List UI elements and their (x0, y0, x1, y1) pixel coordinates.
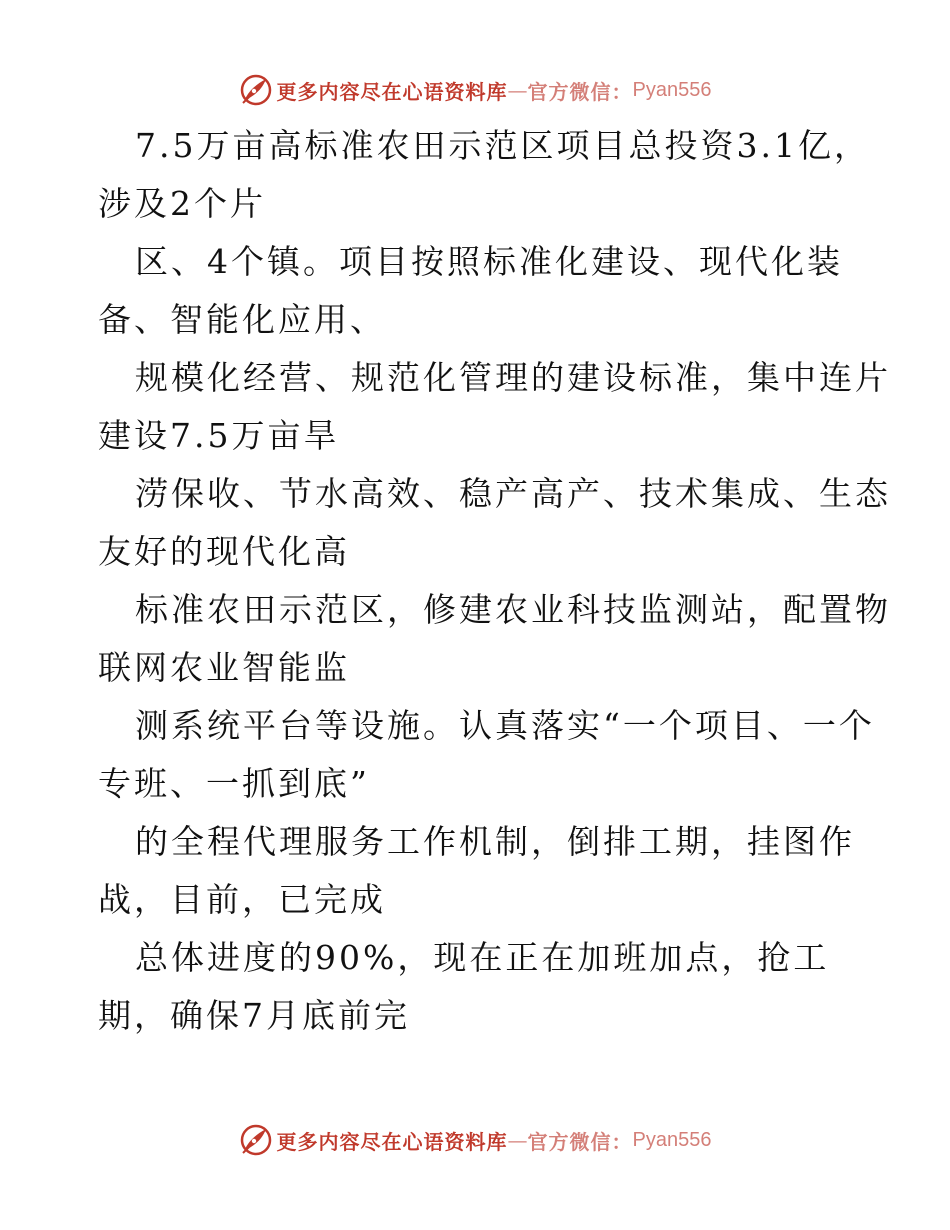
body-line: 专班、一抓到底” (98, 764, 370, 803)
body-line: 联网农业智能监 (98, 648, 350, 687)
body-line: 涉及2个片 (98, 184, 266, 223)
body-line: 期，确保7月底前完 (98, 996, 410, 1035)
document-body (98, 117, 891, 1045)
pen-nib-logo-icon (239, 1123, 273, 1157)
header-watermark-banner (0, 70, 950, 110)
footer-watermark-banner (0, 1120, 950, 1160)
body-line: 涝保收、节水高效、稳产高产、技术集成、生态 (135, 474, 891, 513)
body-line: 总体进度的90%，现在正在加班加点，抢工 (135, 938, 830, 977)
footer-watermark-wechat-id: Pyan556 (632, 1128, 712, 1151)
body-line: 建设7.5万亩旱 (98, 416, 340, 455)
body-line: 规模化经营、规范化管理的建设标准，集中连片 (135, 358, 891, 397)
footer-watermark-dash: — (507, 1128, 528, 1152)
body-line: 战，目前，已完成 (98, 880, 386, 919)
footer-watermark-official-label: 官方微信： (527, 1129, 633, 1154)
header-watermark-wechat-id: Pyan556 (632, 78, 712, 101)
header-watermark-dash: — (507, 78, 528, 102)
body-line: 的全程代理服务工作机制，倒排工期，挂图作 (135, 822, 855, 861)
body-line: 区、4个镇。项目按照标准化建设、现代化装 (135, 242, 843, 281)
body-line: 备、智能化应用、 (98, 300, 386, 339)
footer-watermark-text: 更多内容尽在心语资料库 (276, 1129, 508, 1154)
body-line: 测系统平台等设施。认真落实“一个项目、一个 (135, 706, 875, 745)
body-line: 友好的现代化高 (98, 532, 350, 571)
pen-nib-logo-icon (239, 73, 273, 107)
body-line: 7.5万亩高标准农田示范区项目总投资3.1亿， (135, 126, 870, 165)
body-line: 标准农田示范区，修建农业科技监测站，配置物 (135, 590, 891, 629)
header-watermark-official-label: 官方微信： (527, 79, 633, 104)
header-watermark-text: 更多内容尽在心语资料库 (276, 79, 508, 104)
